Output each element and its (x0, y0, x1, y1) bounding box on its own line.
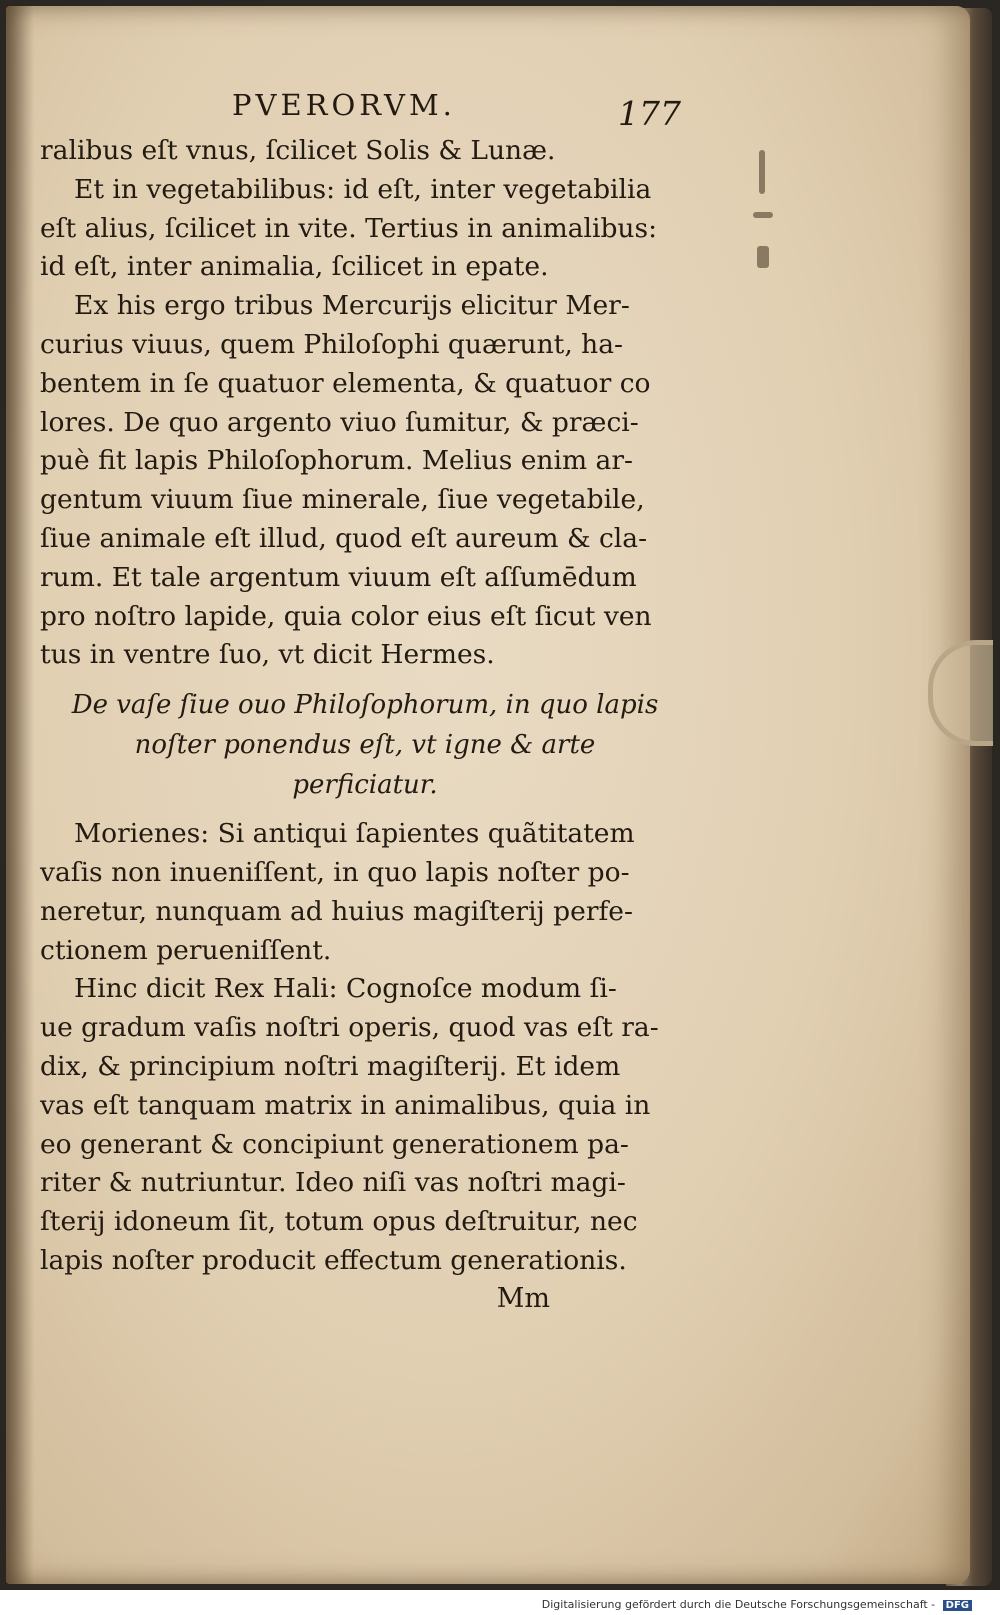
heading-line: noſter ponendus eſt, vt igne & arte (134, 730, 596, 761)
text-line: lores. De quo argento viuo ſumitur, & præci- (40, 406, 639, 438)
paragraph-rex-hali (40, 970, 690, 1280)
text-line: pro noſtro lapide, quia color eius eſt ſicut ven (40, 600, 652, 632)
text-line: lapis noſter producit effectum generationis. (40, 1244, 627, 1276)
text-line: ſiue animale eſt illud, quod eſt aureum & cla- (40, 522, 648, 554)
text-line: bentem in ſe quatuor elementa, & quatuor co (40, 367, 651, 399)
text-line: riter & nutriuntur. Ideo niſi vas noſtri magi- (40, 1167, 626, 1199)
text-line: eo generant & concipiunt generationem pa- (40, 1128, 629, 1160)
text-line: ue gradum vaſis noſtri operis, quod vas eſt ra- (40, 1012, 659, 1044)
section-heading (40, 685, 690, 805)
text-line: neretur, nunquam ad huius magiſterij perfe- (40, 895, 633, 927)
text-line: dix, & principium noſtri magiſterij. Et idem (40, 1050, 621, 1082)
gutter-shadow (6, 6, 34, 1584)
digitization-credit (542, 1598, 972, 1611)
text-line: eſt alius, ſcilicet in vite. Tertius in animalibus: (40, 212, 658, 244)
paragraph-continuation (40, 132, 690, 171)
text-line: tus in ventre ſuo, vt dicit Hermes. (40, 639, 495, 671)
text-line: puè fit lapis Philoſophorum. Melius enim ar- (40, 445, 633, 477)
running-title: PVERORVM. (232, 88, 456, 122)
catchword: Mm (496, 1282, 550, 1314)
text-line: ralibus eſt vnus, ſcilicet Solis & Lunæ. (40, 135, 556, 166)
text-line: Morienes: Si antiqui ſapientes quãtitatem (74, 818, 635, 850)
text-line: Ex his ergo tribus Mercurijs elicitur Mer- (74, 290, 630, 322)
text-line: Et in vegetabilibus: id eſt, inter vegetabilia (74, 173, 652, 205)
page-text (40, 88, 690, 1317)
text-line: ſterij idoneum ſit, totum opus deſtruitur, nec (40, 1206, 638, 1238)
text-line: Hinc dicit Rex Hali: Cognoſce modum ſi- (74, 973, 617, 1005)
text-line: rum. Et tale argentum viuum eſt aſſumēdum (40, 561, 637, 593)
heading-line: De vaſe ſiue ouo Philoſophorum, in quo lapis (71, 690, 659, 721)
dfg-logo: DFG (943, 1600, 972, 1611)
text-line: curius viuus, quem Philoſophi quærunt, ha- (40, 328, 623, 360)
paragraph-mercurijs (40, 287, 690, 675)
running-head (40, 88, 690, 132)
text-line: ctionem perueniſſent. (40, 934, 332, 966)
text-line: vaſis non inueniſſent, in quo lapis noſter po- (40, 856, 630, 888)
heading-line: perficiatur. (292, 770, 438, 801)
credit-text: Digitalisierung gefördert durch die Deutsche Forschungsgemeinschaft - (541, 1598, 936, 1611)
margin-ink-marks (745, 150, 785, 280)
paragraph-vegetabilibus (40, 171, 690, 287)
paragraph-morienes (40, 815, 690, 970)
text-line: vas eſt tanquam matrix in animalibus, quia in (40, 1089, 651, 1121)
text-line: gentum viuum ſiue minerale, ſiue vegetabile, (40, 484, 645, 516)
page-number: 177 (618, 94, 681, 133)
text-line: id eſt, inter animalia, ſcilicet in epate. (40, 251, 549, 283)
